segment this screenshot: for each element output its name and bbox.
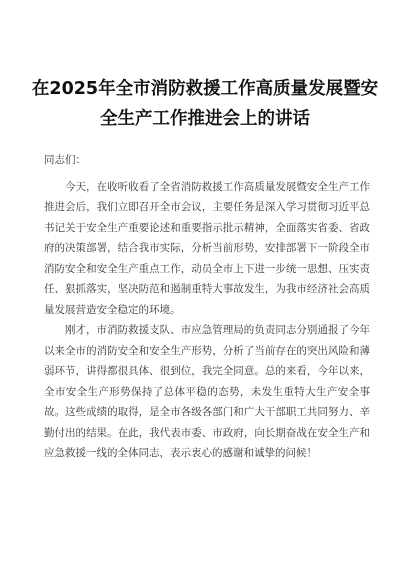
- paragraph-1: 今天，在收听收看了全省消防救援工作高质量发展暨安全生产工作推进会后，我们立即召开全市会议，主要任务是深入学习贯彻习近平总书记关于安全生产重要论述和重要指示批示精神，全面落实省委、省政府的决策部署，结合我市实际，分析当前形势，安排部署下一阶段全市消防安全和安全生产重点工作，动员全市上下进一步统一思想、压实责任、狠抓落实，坚决防范和遏制重特大事故发生，为我市经济社会高质量发展营造安全稳定的环境。: [44, 180, 370, 316]
- document-title: 在2025年全市消防救援工作高质量发展暨安全生产工作推进会上的讲话: [31, 79, 379, 129]
- salutation: 同志们：: [44, 154, 86, 166]
- document-body: [44, 150, 370, 464]
- paragraph-2: 刚才，市消防救援支队、市应急管理局的负责同志分别通报了今年以来全市的消防安全和安全生产形势，分析了当前存在的突出风险和薄弱环节，讲得都很具体、很到位，我完全同意。总的来看，今年以来，全市安全生产形势保持了总体平稳的态势，未发生重特大生产安全事故。这些成绩的取得，是全市各级各部门和广大干部职工共同努力、辛勤付出的结果。在此，我代表市委、市政府，向长期奋战在安全生产和应急救援一线的全体同志，表示衷心的感谢和诚挚的问候！: [44, 324, 370, 459]
